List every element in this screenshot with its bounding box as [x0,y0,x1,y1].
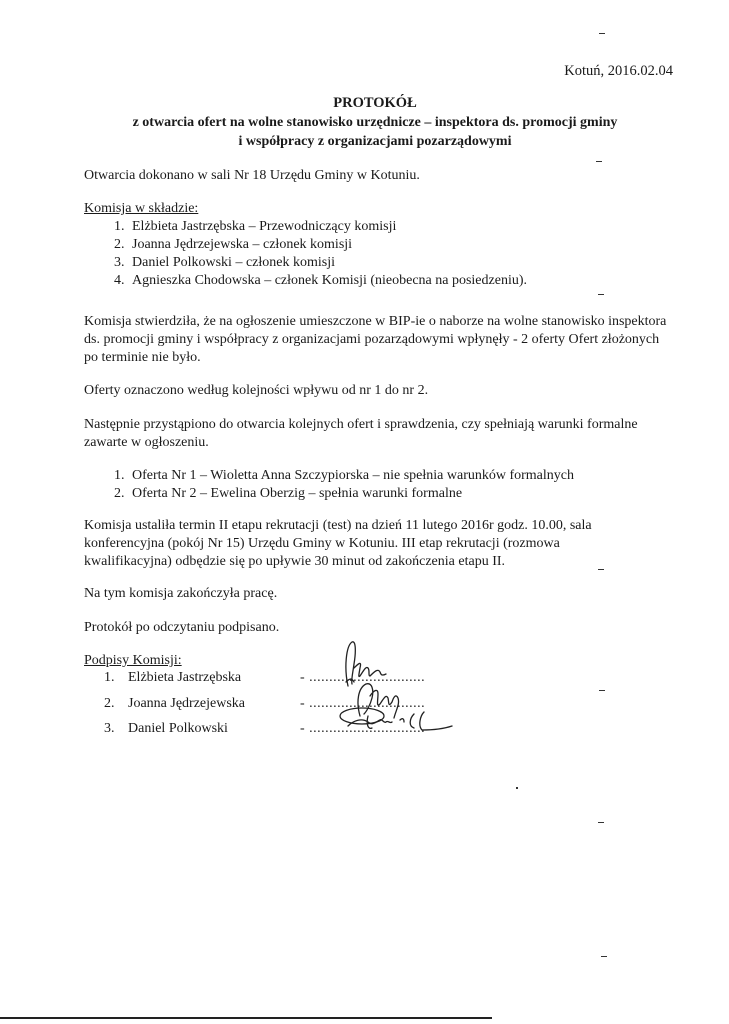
offers-list [84,467,684,503]
committee-member: 2. Joanna Jędrzejewska – członek komisji [128,236,684,254]
committee-member: 3. Daniel Polkowski – członek komisji [128,254,684,272]
scan-mark [598,569,604,570]
committee-section [84,200,684,290]
document-date: Kotuń, 2016.02.04 [564,63,673,79]
scan-mark [599,690,605,691]
signature-line: - ............................. [300,696,426,711]
committee-member: 1. Elżbieta Jastrzębska – Przewodniczący komisji [128,218,684,236]
signature-row-name: Daniel Polkowski [128,721,228,736]
paragraph-opening: Następnie przystąpiono do otwarcia kolejnych ofert i sprawdzenia, czy spełniają warunki formalne zawarte w ogłoszeniu. [84,417,638,450]
scan-mark [596,161,602,162]
paragraph-offers-received: Komisja stwierdziła, że na ogłoszenie umieszczone w BIP-ie o naborze na wolne stanowisko inspektora ds. promocji gminy i współpracy z organizacjami pozarządowymi wpłynęły - 2 oferty Ofert złożonych po terminie nie było. [84,314,667,365]
paragraph-recruitment-schedule: Komisja ustaliła termin II etapu rekrutacji (test) na dzień 11 lutego 2016r godz. 10.00, sala konferencyjna (pokój Nr 15) Urzędu Gminy w Kotuniu. III etap rekrutacji (rozmowa kwalifikacyjna) odbędzie się po upływie 30 minut od zakończenia etapu II. [84,518,592,569]
signature-row-name: Elżbieta Jastrzębska [128,670,242,685]
paragraph-signed: Protokół po odczytaniu podpisano. [84,620,280,635]
paragraph-closing: Na tym komisja zakończyła pracę. [84,586,278,601]
signature-line: - ............................. [300,670,426,685]
committee-list [84,218,684,290]
committee-member: 4. Agnieszka Chodowska – członek Komisji (nieobecna na posiedzeniu). [128,272,684,290]
title-main: PROTOKÓŁ [333,95,417,111]
offer-item: 2. Oferta Nr 2 – Ewelina Oberzig – spełnia warunki formalne [128,485,684,503]
committee-heading: Komisja w składzie: [84,201,199,216]
scan-mark [598,822,604,823]
signature-row-number: 3. [104,721,115,736]
intro-paragraph: Otwarcia dokonano w sali Nr 18 Urzędu Gminy w Kotuniu. [84,168,420,183]
title-line-1: z otwarcia ofert na wolne stanowisko urzędnicze – inspektora ds. promocji gminy [132,115,618,130]
signatures-heading: Podpisy Komisji: [84,653,182,668]
scan-mark [598,294,604,295]
page-bottom-rule [0,1017,492,1019]
scan-mark [599,33,605,34]
scan-mark [516,787,518,789]
scan-mark [601,956,607,957]
offers-section [84,467,684,503]
handwritten-signatures [296,638,456,748]
offer-item: 1. Oferta Nr 1 – Wioletta Anna Szczypiorska – nie spełnia warunków formalnych [128,467,684,485]
title-line-2: i współpracy z organizacjami pozarządowymi [238,134,512,149]
signature-row-number: 1. [104,670,115,685]
paragraph-offers-numbered: Oferty oznaczono według kolejności wpływu od nr 1 do nr 2. [84,383,429,398]
signature-row-number: 2. [104,696,115,711]
document-title [80,94,670,151]
signature-row-name: Joanna Jędrzejewska [128,696,246,711]
signature-line: - ............................. [300,721,426,736]
